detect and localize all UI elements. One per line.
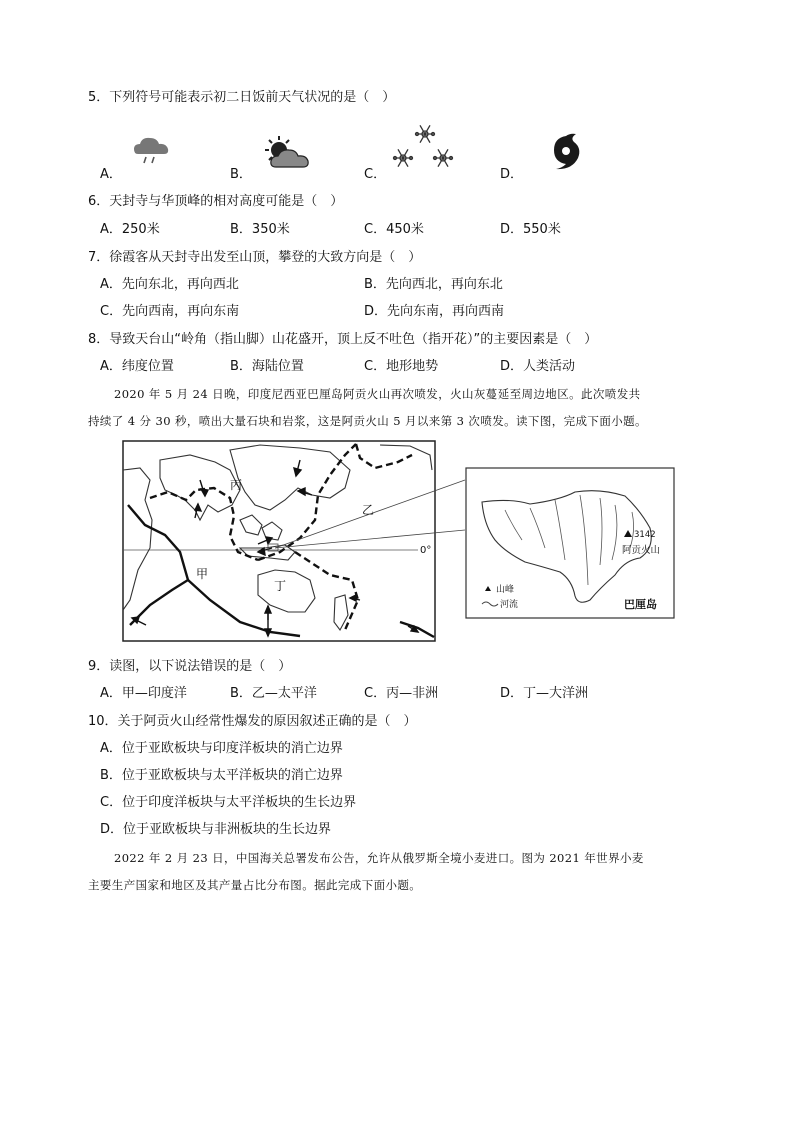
map-label-yi: 乙 — [362, 503, 375, 517]
q10-option-b[interactable]: B．位于亚欧板块与太平洋板块的消亡边界 — [100, 768, 343, 783]
q8-option-a[interactable]: A．纬度位置 — [100, 359, 174, 374]
passage2-line2: 主要生产国家和地区及其产量占比分布图。据此完成下面小题。 — [88, 878, 422, 892]
q9-option-a[interactable]: A．甲—印度洋 — [100, 686, 187, 701]
q5-option-a[interactable]: A． — [100, 167, 122, 182]
q5-option-d[interactable]: D． — [500, 167, 524, 182]
q8-option-c[interactable]: C．地形地势 — [364, 359, 439, 374]
q6-option-b[interactable]: B．350米 — [230, 222, 290, 237]
q10-option-a[interactable]: A．位于亚欧板块与印度洋板块的消亡边界 — [100, 741, 343, 756]
q6-option-c[interactable]: C．450米 — [364, 222, 424, 237]
map-label-ding: 丁 — [274, 579, 287, 593]
q7-option-c[interactable]: C．先向西南，再向东南 — [100, 304, 240, 319]
passage1-line1: 2020 年 5 月 24 日晚，印度尼西亚巴厘岛阿贡火山再次喷发，火山灰蔓延至周边地区。此次喷发共 — [114, 387, 641, 401]
legend-river-label: 河流 — [500, 600, 519, 610]
map-label-jia: 甲 — [196, 567, 209, 581]
q9-option-b[interactable]: B．乙—太平洋 — [230, 686, 317, 701]
q5-stem: 5．下列符号可能表示初二日饭前天气状况的是（ ） — [88, 90, 396, 105]
q9-option-d[interactable]: D．丁—大洋洲 — [500, 686, 589, 701]
q8-option-d[interactable]: D．人类活动 — [500, 359, 576, 374]
inset-island-name: 巴厘岛 — [624, 598, 657, 611]
passage1-line2: 持续了 4 分 30 秒，喷出大量石块和岩浆，这是阿贡火山 5 月以来第 3 次喷发。读下图，完成下面小题。 — [88, 414, 647, 428]
q10-option-d[interactable]: D．位于亚欧板块与非洲板块的生长边界 — [100, 822, 332, 837]
q10-stem: 10．关于阿贡火山经常性爆发的原因叙述正确的是（ ） — [88, 714, 417, 729]
equator-label: 0° — [420, 545, 432, 556]
q6-option-d[interactable]: D．550米 — [500, 222, 561, 237]
q5-option-b[interactable]: B． — [230, 167, 252, 182]
volcano-label: 阿贡火山 — [622, 545, 661, 556]
q8-option-b[interactable]: B．海陆位置 — [230, 359, 304, 374]
q6-option-a[interactable]: A．250米 — [100, 222, 160, 237]
q7-option-b[interactable]: B．先向西北，再向东北 — [364, 277, 503, 292]
q7-option-a[interactable]: A．先向东北，再向西北 — [100, 277, 239, 292]
legend-peak-label: 山峰 — [496, 585, 515, 595]
q7-option-d[interactable]: D．先向东南，再向西南 — [364, 304, 505, 319]
peak-elevation: 3142 — [634, 530, 656, 540]
q7-stem: 7．徐霞客从天封寺出发至山顶，攀登的大致方向是（ ） — [88, 250, 422, 265]
q10-option-c[interactable]: C．位于印度洋板块与太平洋板块的生长边界 — [100, 795, 357, 810]
passage2-line1: 2022 年 2 月 23 日，中国海关总署发布公告，允许从俄罗斯全境小麦进口。图为 2021 年世界小麦 — [114, 851, 644, 865]
q9-stem: 9．读图，以下说法错误的是（ ） — [88, 659, 292, 674]
q9-option-c[interactable]: C．丙—非洲 — [364, 686, 439, 701]
q5-option-c[interactable]: C． — [364, 167, 387, 182]
q6-stem: 6．天封寺与华顶峰的相对高度可能是（ ） — [88, 194, 344, 209]
map-label-bing: 丙 — [230, 478, 243, 492]
q8-stem: 8．导致天台山“岭角（指山脚）山花盛开，顶上反不吐色（指开花）”的主要因素是（ ） — [88, 332, 598, 347]
